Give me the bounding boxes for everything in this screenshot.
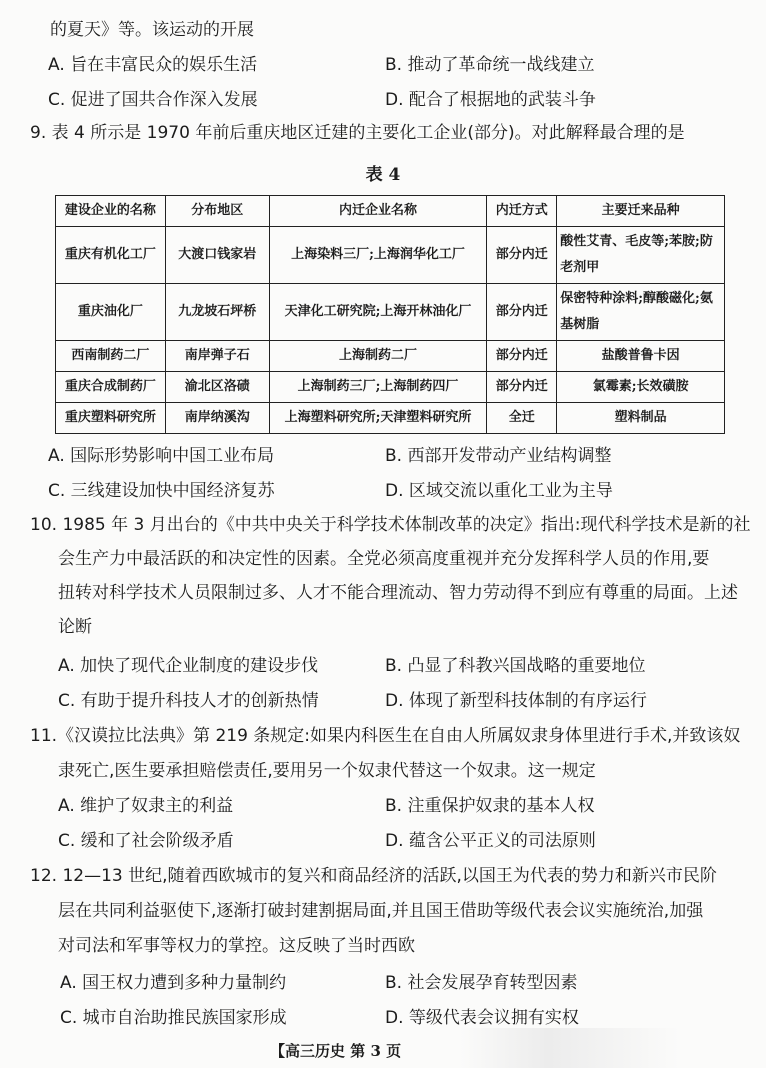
q12-option-d: D. 等级代表会议拥有实权 (385, 1008, 579, 1028)
watermark-smear (460, 1028, 680, 1068)
table-cell: 部分内迁 (487, 341, 557, 372)
q9-option-b: B. 西部开发带动产业结构调整 (385, 446, 612, 466)
table-cell: 天津化工研究院;上海开林油化厂 (269, 284, 487, 341)
table-header: 内迁方式 (487, 196, 557, 227)
q8-option-d: D. 配合了根据地的武装斗争 (385, 90, 596, 110)
q10-line: 扭转对科学技术人员限制过多、人才不能合理流动、智力劳动得不到应有尊重的局面。上述 (58, 583, 738, 603)
table-row (56, 284, 725, 341)
table-header: 建设企业的名称 (56, 196, 166, 227)
q11-option-c: C. 缓和了社会阶级矛盾 (58, 831, 234, 851)
q9-stem: 9. 表 4 所示是 1970 年前后重庆地区迁建的主要化工企业(部分)。对此解释最合理的是 (30, 123, 685, 143)
table-cell: 南岸弹子石 (165, 341, 269, 372)
q8-option-a: A. 旨在丰富民众的娱乐生活 (48, 55, 258, 75)
q12-option-a: A. 国王权力遭到多种力量制约 (60, 973, 287, 993)
table-header: 主要迁来品种 (557, 196, 725, 227)
q10-line: 会生产力中最活跃的和决定性的因素。全党必须高度重视并充分发挥科学人员的作用,要 (58, 549, 710, 569)
table-header-row (56, 196, 725, 227)
q12-line: 12. 12—13 世纪,随着西欧城市的复兴和商品经济的活跃,以国王为代表的势力和新兴市民阶 (30, 866, 717, 886)
q8-stem-tail: 的夏天》等。该运动的开展 (50, 20, 254, 40)
q12-line: 对司法和军事等权力的掌控。这反映了当时西欧 (58, 936, 415, 956)
table-cell: 西南制药二厂 (56, 341, 166, 372)
table-row (56, 227, 725, 284)
table-cell: 大渡口钱家岩 (165, 227, 269, 284)
table-row (56, 403, 725, 434)
q10-option-b: B. 凸显了科教兴国战略的重要地位 (385, 656, 646, 676)
table-cell: 盐酸普鲁卡因 (557, 341, 725, 372)
q12-option-b: B. 社会发展孕育转型因素 (385, 973, 578, 993)
table-cell: 渝北区洛碛 (165, 372, 269, 403)
table-row (56, 372, 725, 403)
q10-option-d: D. 体现了新型科技体制的有序运行 (385, 691, 647, 711)
table-cell: 上海制药二厂 (269, 341, 487, 372)
q12-option-c: C. 城市自治助推民族国家形成 (60, 1008, 287, 1028)
table-cell: 部分内迁 (487, 372, 557, 403)
table-cell: 上海塑料研究所;天津塑料研究所 (269, 403, 487, 434)
page-footer: 【高三历史 第 3 页 (270, 1042, 402, 1060)
table-cell: 酸性艾青、毛皮等;苯胺;防老剂甲 (557, 227, 725, 284)
q11-option-a: A. 维护了奴隶主的利益 (58, 796, 234, 816)
table-cell: 部分内迁 (487, 284, 557, 341)
q8-option-c: C. 促进了国共合作深入发展 (48, 90, 258, 110)
q9-option-c: C. 三线建设加快中国经济复苏 (48, 481, 275, 501)
q10-option-c: C. 有助于提升科技人才的创新热情 (58, 691, 319, 711)
q9-option-a: A. 国际形势影响中国工业布局 (48, 446, 275, 466)
q10-line: 10. 1985 年 3 月出台的《中共中央关于科学技术体制改革的决定》指出:现代科学技术是新的社 (30, 515, 751, 535)
q12-line: 层在共同利益驱使下,逐渐打破封建割据局面,并且国王借助等级代表会议实施统治,加强 (58, 901, 704, 921)
q11-option-b: B. 注重保护奴隶的基本人权 (385, 796, 595, 816)
table-cell: 塑料制品 (557, 403, 725, 434)
table-cell: 重庆塑料研究所 (56, 403, 166, 434)
table-header: 分布地区 (165, 196, 269, 227)
q11-line: 隶死亡,医生要承担赔偿责任,要用另一个奴隶代替这一个奴隶。这一规定 (58, 761, 596, 781)
q9-option-d: D. 区域交流以重化工业为主导 (385, 481, 613, 501)
table-header: 内迁企业名称 (269, 196, 487, 227)
table-cell: 重庆有机化工厂 (56, 227, 166, 284)
table-cell: 南岸纳溪沟 (165, 403, 269, 434)
table-cell: 重庆油化厂 (56, 284, 166, 341)
q9-table (55, 195, 725, 434)
table-row (56, 341, 725, 372)
q10-option-a: A. 加快了现代企业制度的建设步伐 (58, 656, 319, 676)
table-cell: 保密特种涂料;醇酸磁化;氨基树脂 (557, 284, 725, 341)
table-cell: 九龙坡石坪桥 (165, 284, 269, 341)
table-cell: 上海染料三厂;上海润华化工厂 (269, 227, 487, 284)
table-cell: 上海制药三厂;上海制药四厂 (269, 372, 487, 403)
q8-option-b: B. 推动了革命统一战线建立 (385, 55, 595, 75)
table-caption: 表 4 (365, 165, 401, 185)
q11-option-d: D. 蕴含公平正义的司法原则 (385, 831, 596, 851)
q11-line: 11.《汉谟拉比法典》第 219 条规定:如果内科医生在自由人所属奴隶身体里进行手术,并致该奴 (30, 726, 741, 746)
table-cell: 全迁 (487, 403, 557, 434)
table-cell: 氯霉素;长效磺胺 (557, 372, 725, 403)
table-cell: 部分内迁 (487, 227, 557, 284)
q10-line: 论断 (58, 617, 92, 637)
table-cell: 重庆合成制药厂 (56, 372, 166, 403)
